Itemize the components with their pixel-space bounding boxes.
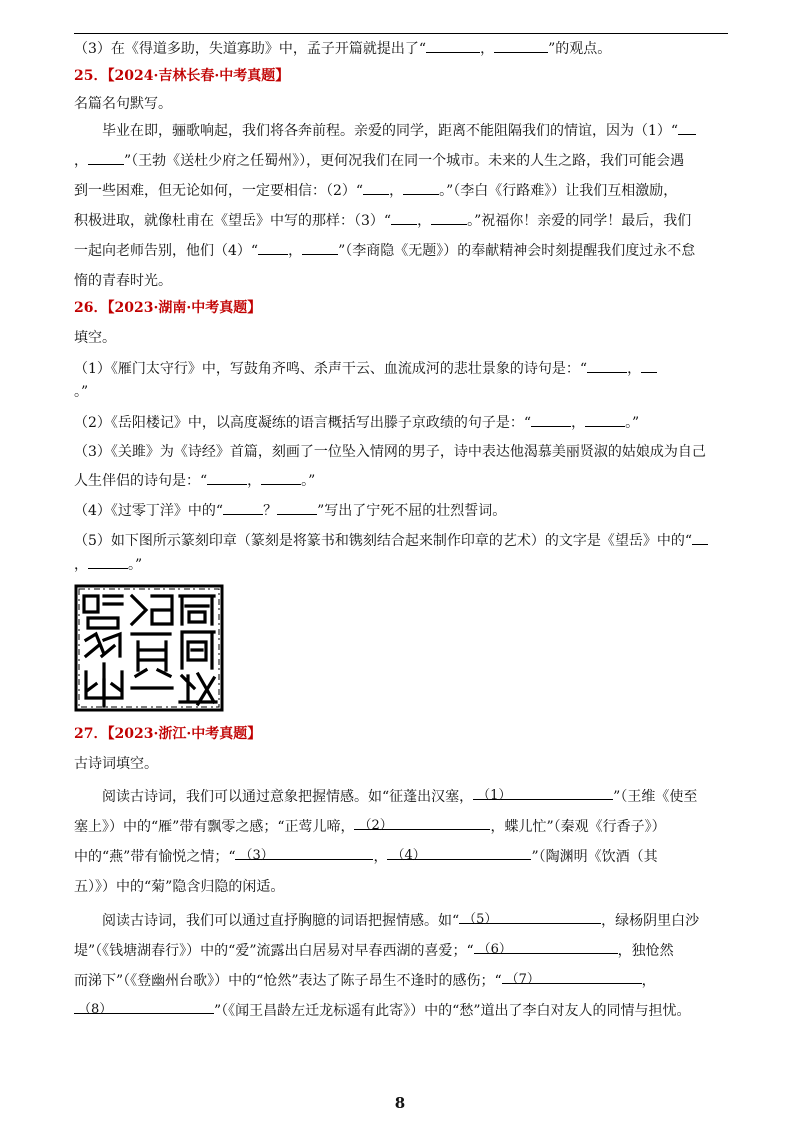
q26-text: ，: [74, 557, 88, 573]
answer-blank[interactable]: [354, 813, 490, 833]
q26-text: 。”: [74, 384, 89, 400]
document-page: [74, 36, 730, 1026]
q26-item3-cont: [74, 468, 730, 492]
answer-blank[interactable]: [531, 410, 571, 427]
q27-text: ，: [373, 849, 388, 865]
q25-instruction: 名篇名句默写。: [74, 96, 172, 112]
q25-text: 毕业在即，骊歌响起，我们将各奔前程。亲爱的同学，距离不能阻隔我们的情谊，因为（1）“: [102, 123, 679, 139]
answer-blank[interactable]: [474, 937, 618, 957]
q26-item5: [74, 528, 730, 552]
q25-para-line: [74, 236, 730, 266]
q25-text: 一起向老师告别，他们（4）“: [74, 243, 259, 259]
top-rule: [74, 33, 728, 34]
q27-para1-line: [74, 842, 730, 872]
q27-text: ，独怆然: [617, 943, 674, 959]
answer-blank[interactable]: [74, 997, 214, 1017]
q27-para1-line: [74, 872, 730, 902]
q26-text: （1）《雁门太守行》中，写鼓角齐鸣、杀声干云、血流成河的悲壮景象的诗句是：“: [74, 361, 588, 377]
q27-text: 堤”（《钱塘湖春行》）中的“爱”流露出白居易对早春西湖的喜爱；“: [74, 943, 474, 959]
answer-blank[interactable]: [587, 356, 627, 373]
q26-text: ？: [263, 503, 278, 519]
answer-blank[interactable]: [641, 356, 657, 373]
answer-blank[interactable]: [302, 238, 338, 255]
blank-number: （5）: [463, 912, 498, 927]
q26-item2: [74, 410, 730, 434]
q26-item1-end: [74, 380, 730, 404]
q26-text: （2）《岳阳楼记》中，以高度凝练的语言概括写出滕子京政绩的句子是：“: [74, 415, 532, 431]
q27-text: 中的“燕”带有愉悦之情；“: [74, 849, 236, 865]
answer-blank[interactable]: [258, 238, 288, 255]
answer-blank[interactable]: [387, 843, 531, 863]
q26-item5-cont: [74, 552, 730, 576]
q26-text: 。”: [625, 415, 640, 431]
q25-text: 到一些困难，但无论如何，一定要相信：（2）“: [74, 183, 364, 199]
blank-number: （8）: [78, 1002, 113, 1017]
blank-number: （2）: [358, 818, 393, 833]
q27-text: ”（王维《使至: [613, 789, 698, 805]
q26-text: （5）如下图所示篆刻印章（篆刻是将篆书和镌刻结合起来制作印章的艺术）的文字是《望岳》中的“: [74, 533, 693, 549]
q27-text: ，: [641, 973, 656, 989]
answer-blank[interactable]: [277, 498, 317, 515]
q25-text: 。”祝福你！亲爱的同学！最后，我们: [467, 213, 692, 229]
q26-text: 。”: [128, 557, 143, 573]
q25-text: 惰的青春时光。: [74, 273, 172, 289]
answer-blank[interactable]: [88, 552, 128, 569]
answer-blank[interactable]: [502, 967, 642, 987]
seal-figure: [74, 580, 730, 718]
blank-number: （4）: [391, 848, 426, 863]
q27-text: ，蝶儿忙”（秦观《行香子》）: [490, 819, 666, 835]
q26-text: 。”: [301, 473, 316, 489]
q24-item3-sep: ，: [480, 41, 495, 57]
q26-text: （4）《过零丁洋》中的“: [74, 503, 224, 519]
q26-text: （3）《关雎》为《诗经》首篇，刻画了一位坠入情网的男子，诗中表达他渴慕美丽贤淑的姑娘成为自己: [74, 444, 706, 460]
answer-blank[interactable]: [235, 843, 373, 863]
q25-para-line: [74, 266, 730, 296]
q25-para-line: [74, 206, 730, 236]
q26-text: 人生伴侣的诗句是：“: [74, 473, 208, 489]
seal-stamp-image: [74, 584, 224, 712]
q26-text: ，: [247, 473, 262, 489]
answer-blank[interactable]: [459, 907, 601, 927]
q26-item4: [74, 498, 730, 522]
q27-text: 而涕下”（《登幽州台歌》）中的“怆然”表达了陈子昂生不逢时的感伤；“: [74, 973, 502, 989]
q27-text: 塞上》）中的“雁”带有飘零之感；“正莺儿啼，: [74, 819, 355, 835]
q26-header: 26．【2023·湖南·中考真题】: [74, 300, 262, 316]
q27-para2-line: [74, 996, 730, 1026]
answer-blank[interactable]: [403, 178, 439, 195]
q25-para-line: [74, 176, 730, 206]
q27-text: ”（陶渊明《饮酒（其: [531, 849, 658, 865]
q25-text: ”（王勃《送杜少府之任蜀州》），更何况我们在同一个城市。未来的人生之路，我们可能会遇: [124, 153, 685, 169]
answer-blank[interactable]: [678, 118, 696, 135]
answer-blank[interactable]: [391, 208, 417, 225]
q25-text: 。”（李白《行路难》）让我们互相激励，: [439, 183, 678, 199]
answer-blank[interactable]: [223, 498, 263, 515]
answer-blank[interactable]: [473, 783, 613, 803]
q27-para2-line: [74, 936, 730, 966]
q27-para2-line: [74, 966, 730, 996]
q27-text: 阅读古诗词，我们可以通过直抒胸臆的词语把握情感。如“: [102, 913, 460, 929]
answer-blank[interactable]: [692, 528, 708, 545]
q27-para2-line: [74, 906, 730, 936]
blank-number: （6）: [477, 942, 512, 957]
q27-text: 阅读古诗词，我们可以通过意象把握情感。如“征蓬出汉塞，: [102, 789, 474, 805]
q24-item3-line: [74, 36, 730, 60]
q26-item3: [74, 440, 730, 464]
page-number: 8: [394, 1094, 406, 1112]
q26-text: ”写出了宁死不屈的壮烈誓词。: [317, 503, 507, 519]
q25-text: ，: [288, 243, 303, 259]
answer-blank[interactable]: [88, 148, 124, 165]
q26-text: ，: [571, 415, 586, 431]
q25-para-line: [74, 116, 730, 146]
q27-instruction: 古诗词填空。: [74, 756, 158, 772]
q25-header: 25．【2024·吉林长春·中考真题】: [74, 68, 290, 84]
q25-text: ”（李商隐《无题》）的奉献精神会时刻提醒我们度过永不怠: [338, 243, 696, 259]
answer-blank[interactable]: [207, 468, 247, 485]
answer-blank[interactable]: [431, 208, 467, 225]
q25-text: ，: [389, 183, 404, 199]
blank-number: （7）: [505, 972, 540, 987]
q26-instruction: 填空。: [74, 330, 116, 346]
q27-para1-line: [74, 782, 730, 812]
q26-item1: [74, 356, 730, 380]
q26-text: ，: [627, 361, 642, 377]
blank-number: （3）: [239, 848, 274, 863]
answer-blank[interactable]: [261, 468, 301, 485]
q24-item3-suffix: ”的观点。: [548, 41, 612, 57]
answer-blank[interactable]: [494, 36, 548, 53]
q27-para1-line: [74, 812, 730, 842]
q25-text: ，: [74, 153, 88, 169]
q25-text: 积极进取，就像杜甫在《望岳》中写的那样：（3）“: [74, 213, 392, 229]
q27-text: 五）》）中的“菊”隐含归隐的闲适。: [74, 879, 285, 895]
answer-blank[interactable]: [426, 36, 480, 53]
blank-number: （1）: [477, 788, 512, 803]
q27-header: 27．【2023·浙江·中考真题】: [74, 726, 262, 742]
q27-text: ”（《闻王昌龄左迁龙标遥有此寄》）中的“愁”道出了李白对友人的同情与担忧。: [214, 1003, 691, 1019]
q27-text: ，绿杨阴里白沙: [601, 913, 700, 929]
answer-blank[interactable]: [363, 178, 389, 195]
q24-item3-prefix: （3）在《得道多助，失道寡助》中，孟子开篇就提出了“: [74, 41, 427, 57]
answer-blank[interactable]: [585, 410, 625, 427]
q25-text: ，: [417, 213, 432, 229]
q25-para-line: [74, 146, 730, 176]
